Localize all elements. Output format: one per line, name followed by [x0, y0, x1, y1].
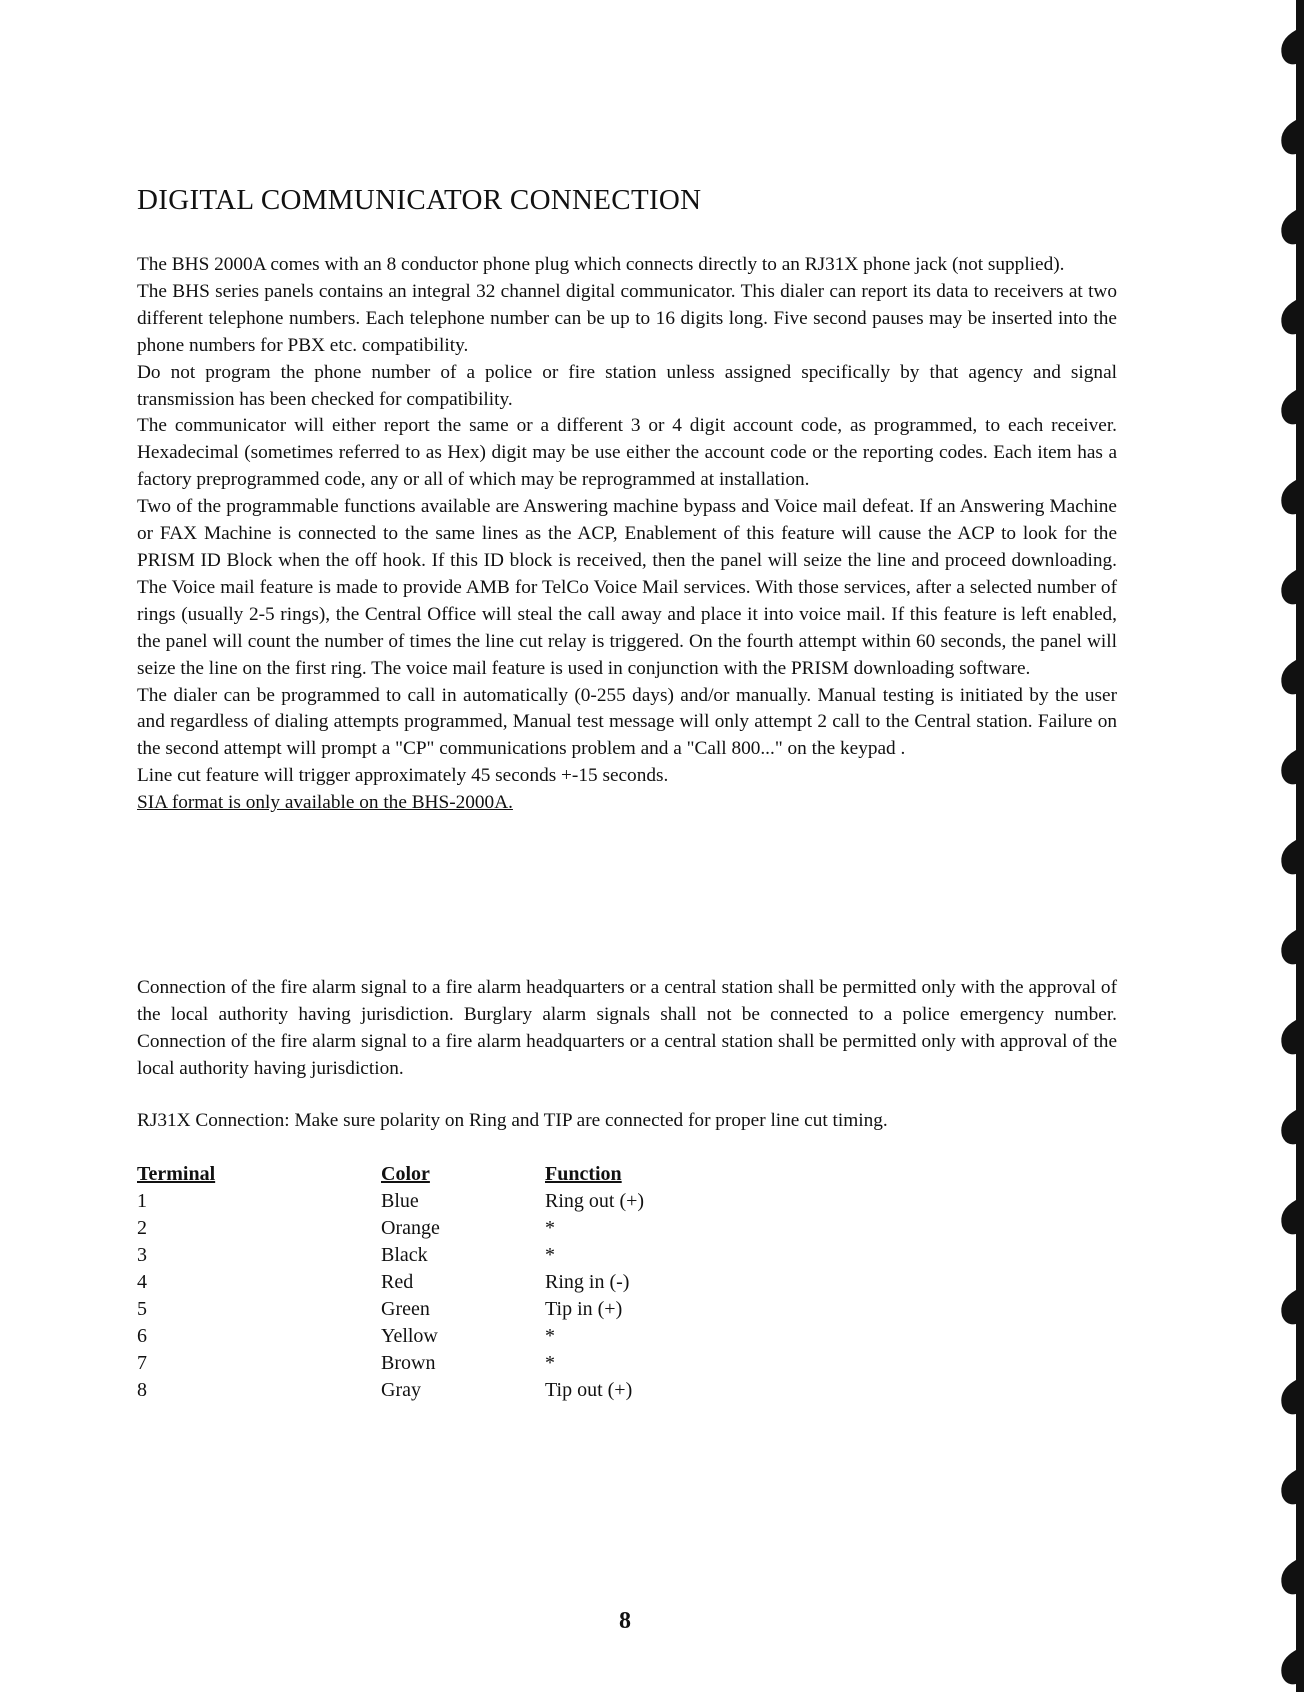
- color-cell: Brown: [381, 1352, 436, 1374]
- color-cell: Gray: [381, 1379, 421, 1401]
- terminal-cell: 8: [137, 1379, 147, 1401]
- color-cell: Green: [381, 1298, 430, 1320]
- paragraph-police-warning: Do not program the phone number of a police or fire station unless assigned specifically by that agency and signal transmission has been checked for compatibility.: [137, 361, 1117, 410]
- terminal-cell: 2: [137, 1217, 147, 1239]
- terminal-cell: 3: [137, 1244, 147, 1266]
- color-cell: Black: [381, 1244, 428, 1266]
- function-cell: Ring out (+): [545, 1190, 645, 1212]
- function-cell: Ring in (-): [545, 1271, 630, 1293]
- color-cell: Yellow: [381, 1325, 438, 1347]
- rj31x-note: RJ31X Connection: Make sure polarity on Ring and TIP are connected for proper line cut timing.: [137, 1110, 888, 1131]
- terminal-cell: 1: [137, 1190, 147, 1212]
- body-text: [137, 252, 1117, 817]
- paragraph-intro: The BHS 2000A comes with an 8 conductor phone plug which connects directly to an RJ31X phone jack (not supplied).: [137, 254, 1065, 275]
- function-cell: *: [545, 1352, 555, 1374]
- color-cell: Blue: [381, 1190, 419, 1212]
- header-terminal: Terminal: [137, 1163, 216, 1185]
- paragraph-dialer-testing: The dialer can be programmed to call in automatically (0-255 days) and/or manually. Manual testing is initiated by the user and regardless of dialing attempts programmed, Manual test message will only attempt 2 call to the Central station. Failure on the second attempt will prompt a "CP" communications problem and a "Call 800..." on the keypad .: [137, 684, 1117, 760]
- paragraph-communicator: The BHS series panels contains an integral 32 channel digital communicator. This dialer can report its data to receivers at two different telephone numbers. Each telephone number can be up to 16 digits long. Five second pauses may be inserted into the phone numbers for PBX etc. compatibility.: [137, 280, 1117, 356]
- function-cell: Tip in (+): [545, 1298, 623, 1320]
- function-cell: Tip out (+): [545, 1379, 633, 1401]
- function-cell: *: [545, 1325, 555, 1347]
- approval-paragraph: Connection of the fire alarm signal to a fire alarm headquarters or a central station shall be permitted only with the approval of the local authority having jurisdiction. Burglary alarm signals shall not be connected to a police emergency number. Connection of the fire alarm signal to a fire alarm headquarters or a central station shall be permitted only with approval of the local authority having jurisdiction.: [137, 977, 1117, 1079]
- terminal-cell: 6: [137, 1325, 147, 1347]
- paragraph-programmable-functions: Two of the programmable functions available are Answering machine bypass and Voice mail defeat. If an Answering Machine or FAX Machine is connected to the same lines as the ACP, Enablement of this feature will cause the ACP to look for the PRISM ID Block when the off hook. If this ID block is received, then the panel will seize the line and proceed downloading. The Voice mail feature is made to provide AMB for TelCo Voice Mail services. With those services, after a selected number of rings (usually 2-5 rings), the Central Office will steal the call away and place it into voice mail. If this feature is left enabled, the panel will count the number of times the line cut relay is triggered. On the fourth attempt within 60 seconds, the panel will seize the line on the first ring. The voice mail feature is used in conjunction with the PRISM downloading software.: [137, 496, 1117, 679]
- header-function: Function: [545, 1163, 622, 1185]
- header-color: Color: [381, 1163, 430, 1185]
- page-number: 8: [619, 1608, 631, 1634]
- sia-format-note: SIA format is only available on the BHS-2000A.: [137, 792, 513, 814]
- color-cell: Orange: [381, 1217, 440, 1239]
- page-title: DIGITAL COMMUNICATOR CONNECTION: [137, 184, 702, 216]
- terminal-cell: 4: [137, 1271, 147, 1293]
- function-cell: *: [545, 1244, 555, 1266]
- function-cell: *: [545, 1217, 555, 1239]
- terminal-cell: 7: [137, 1352, 147, 1374]
- spiral-binding-edge: [1266, 0, 1304, 1692]
- color-cell: Red: [381, 1271, 414, 1293]
- terminal-cell: 5: [137, 1298, 147, 1320]
- paragraph-line-cut: Line cut feature will trigger approximately 45 seconds +-15 seconds.: [137, 765, 669, 787]
- paragraph-account-code: The communicator will either report the same or a different 3 or 4 digit account code, as programmed, to each receiver. Hexadecimal (sometimes referred to as Hex) digit may be use either the account code or the reporting codes. Each item has a factory preprogrammed code, any or all of which may be reprogrammed at installation.: [137, 415, 1117, 491]
